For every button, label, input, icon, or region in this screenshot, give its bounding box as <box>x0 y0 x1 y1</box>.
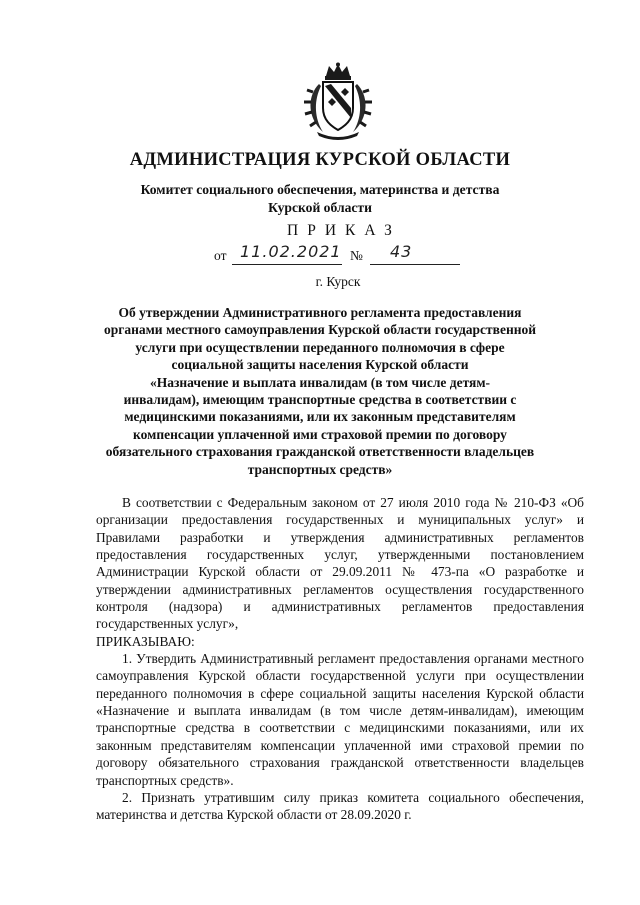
item-2-paragraph: 2. Признать утратившим силу приказ комитета социального обеспечения, материнства и детства Курской области от 28.09.2020 г. <box>96 789 584 823</box>
number-underline <box>370 264 460 265</box>
handwritten-date: 11.02.2021 <box>240 242 342 261</box>
date-prefix: от <box>214 248 227 263</box>
title-line: обязательного страхования гражданской ответственности владельцев <box>105 444 535 460</box>
organization-title: АДМИНИСТРАЦИЯ КУРСКОЙ ОБЛАСТИ <box>129 150 511 170</box>
date-underline <box>232 264 342 265</box>
document-body <box>96 494 584 824</box>
title-line: инвалидам), имеющим транспортные средства в соответствии с <box>123 392 517 408</box>
title-line: Об утверждении Административного регламента предоставления <box>118 305 522 320</box>
coat-of-arms-emblem <box>301 62 375 140</box>
city-label: г. Курск <box>315 274 361 289</box>
order-word: ПРИКАЗЫВАЮ: <box>96 633 195 649</box>
title-line: услуги при осуществлении переданного полномочия в сфере <box>135 339 505 355</box>
title-line: медицинскими показаниями, или их законным представителям <box>124 409 516 425</box>
title-line: транспортных средств» <box>247 461 393 477</box>
committee-line-1: Комитет социального обеспечения, материнства и детства <box>140 182 500 197</box>
handwritten-number: 43 <box>390 242 413 261</box>
intro-paragraph: В соответствии с Федеральным законом от 27 июля 2010 года № 210-ФЗ «Об организации предоставления государственных и муниципальных услуг» и Правилами разработки и утверждения административных регламентов предоставления государственных услуг, утвержденными постановлением Администрации Курской области от 29.09.2011 № 473-па «О разработке и утверждении административных регламентов осуществления государственного контроля (надзора) и административных регламентов предоставления государственных услуг», <box>96 495 584 632</box>
order-title <box>60 304 580 478</box>
title-line: социальной защиты населения Курской области <box>171 357 469 373</box>
title-line: «Назначение и выплата инвалидам (в том числе детям- <box>149 374 491 390</box>
title-line: компенсации уплаченной ими страховой премии по договору <box>133 426 507 442</box>
title-line: органами местного самоуправления Курской области государственной <box>103 322 537 338</box>
committee-name <box>60 181 580 217</box>
document-type: ПРИКАЗ <box>287 222 401 239</box>
committee-line-2: Курской области <box>268 200 372 215</box>
number-prefix: № <box>350 248 363 263</box>
order-number-line <box>210 242 470 268</box>
item-1-paragraph: 1. Утвердить Административный регламент предоставления органами местного самоуправления Курской области государственной услуги при осуществлении переданного полномочия в сфере социальной защиты населения Курской области «Назначение и выплата инвалидам (в том числе детям-инвалидам), имеющим транспортные средства в соответствии с медицинскими показаниями, или их законным представителям компенсации уплаченной ими страховой премии по договору обязательного страхования гражданской ответственности владельцев транспортных средств». <box>96 651 584 788</box>
